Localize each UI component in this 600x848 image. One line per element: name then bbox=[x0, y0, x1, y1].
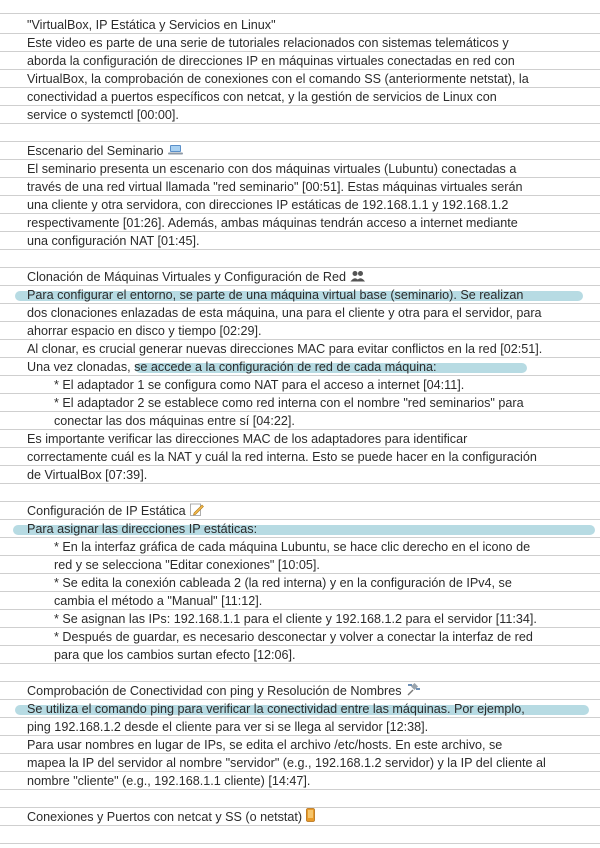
heading-text: Escenario del Seminario bbox=[27, 144, 164, 158]
document-content bbox=[27, 16, 575, 826]
paragraph-line: correctamente cuál es la NAT y cuál la red interna. Esto se puede hacer en la configuración bbox=[27, 450, 537, 464]
paragraph-line: ping 192.168.1.2 desde el cliente para ver si se llega al servidor [12:38]. bbox=[27, 720, 429, 734]
intro-line: Este video es parte de una serie de tutoriales relacionados con sistemas telemáticos y bbox=[27, 36, 509, 50]
bullet-continuation: red y se selecciona "Editar conexiones" [10:05]. bbox=[54, 558, 320, 572]
laptop-icon bbox=[168, 143, 183, 161]
intro-line: service o systemctl [00:00]. bbox=[27, 108, 179, 122]
bullet-continuation: para que los cambios surtan efecto [12:06]. bbox=[54, 648, 296, 662]
pencil-icon bbox=[190, 503, 204, 521]
highlighted-line: Para configurar el entorno, se parte de una máquina virtual base (seminario). Se realizan bbox=[27, 286, 575, 304]
paragraph-line: dos clonaciones enlazadas de esta máquina, una para el cliente y otra para el servidor, para bbox=[27, 306, 542, 320]
paragraph-line: través de una red virtual llamada "red seminario" [00:51]. Estas máquinas virtuales serán bbox=[27, 180, 523, 194]
bullet-item: * El adaptador 2 se establece como red interna con el nombre "red seminarios" para bbox=[54, 396, 524, 410]
intro-line: VirtualBox, la comprobación de conexiones con el comando SS (anteriormente netstat), la bbox=[27, 72, 529, 86]
paragraph-line: respectivamente [01:26]. Además, ambas máquinas tendrán acceso a internet mediante bbox=[27, 216, 518, 230]
document-title: "VirtualBox, IP Estática y Servicios en Linux" bbox=[27, 18, 276, 32]
phone-icon bbox=[306, 808, 315, 827]
paragraph-line: de VirtualBox [07:39]. bbox=[27, 468, 148, 482]
paragraph-line: mapea la IP del servidor al nombre "servidor" (e.g., 192.168.1.2 servidor) y la IP del cliente al bbox=[27, 756, 546, 770]
section-heading-clonacion bbox=[27, 268, 575, 286]
bullet-item: * Después de guardar, es necesario desconectar y volver a conectar la interfaz de red bbox=[54, 630, 533, 644]
people-icon bbox=[350, 269, 365, 287]
heading-text: Conexiones y Puertos con netcat y SS (o netstat) bbox=[27, 810, 303, 824]
section-heading-escenario bbox=[27, 142, 575, 160]
paragraph-line: Al clonar, es crucial generar nuevas direcciones MAC para evitar conflictos en la red [02:51]. bbox=[27, 342, 543, 356]
highlighted-line: Para asignar las direcciones IP estáticas: bbox=[27, 520, 575, 538]
highlighted-line: Se utiliza el comando ping para verificar la conectividad entre las máquinas. Por ejemplo, bbox=[27, 700, 575, 718]
satellite-icon bbox=[406, 683, 421, 701]
bullet-item: * El adaptador 1 se configura como NAT para el acceso a internet [04:11]. bbox=[54, 378, 465, 392]
paragraph-line: una cliente y otra servidora, con direcciones IP estáticas de 192.168.1.1 y 192.168.1.2 bbox=[27, 198, 509, 212]
heading-text: Comprobación de Conectividad con ping y Resolución de Nombres bbox=[27, 684, 402, 698]
paragraph-line: ahorrar espacio en disco y tiempo [02:29]. bbox=[27, 324, 262, 338]
paragraph-line: El seminario presenta un escenario con dos máquinas virtuales (Lubuntu) conectadas a bbox=[27, 162, 517, 176]
bullet-continuation: conectar las dos máquinas entre sí [04:22]. bbox=[54, 414, 295, 428]
highlighted-line: Una vez clonadas, se accede a la configuración de red de cada máquina: bbox=[27, 358, 575, 376]
section-heading-ip-estatica bbox=[27, 502, 575, 520]
paragraph-line: una configuración NAT [01:45]. bbox=[27, 234, 200, 248]
section-heading-conectividad bbox=[27, 682, 575, 700]
paragraph-line: Es importante verificar las direcciones MAC de los adaptadores para identificar bbox=[27, 432, 468, 446]
heading-text: Configuración de IP Estática bbox=[27, 504, 186, 518]
paragraph-line: Para usar nombres en lugar de IPs, se edita el archivo /etc/hosts. En este archivo, se bbox=[27, 738, 503, 752]
bullet-item: * Se asignan las IPs: 192.168.1.1 para el cliente y 192.168.1.2 para el servidor [11:34]. bbox=[54, 612, 537, 626]
intro-line: conectividad a puertos específicos con netcat, y la gestión de servicios de Linux con bbox=[27, 90, 497, 104]
bullet-item: * Se edita la conexión cableada 2 (la red interna) y en la configuración de IPv4, se bbox=[54, 576, 512, 590]
section-heading-netcat bbox=[27, 808, 575, 826]
bullet-continuation: cambia el método a "Manual" [11:12]. bbox=[54, 594, 263, 608]
bullet-item: * En la interfaz gráfica de cada máquina Lubuntu, se hace clic derecho en el icono de bbox=[54, 540, 531, 554]
heading-text: Clonación de Máquinas Virtuales y Configuración de Red bbox=[27, 270, 347, 284]
paragraph-line: nombre "cliente" (e.g., 192.168.1.1 cliente) [14:47]. bbox=[27, 774, 311, 788]
intro-line: aborda la configuración de direcciones IP en máquinas virtuales conectadas en red con bbox=[27, 54, 515, 68]
